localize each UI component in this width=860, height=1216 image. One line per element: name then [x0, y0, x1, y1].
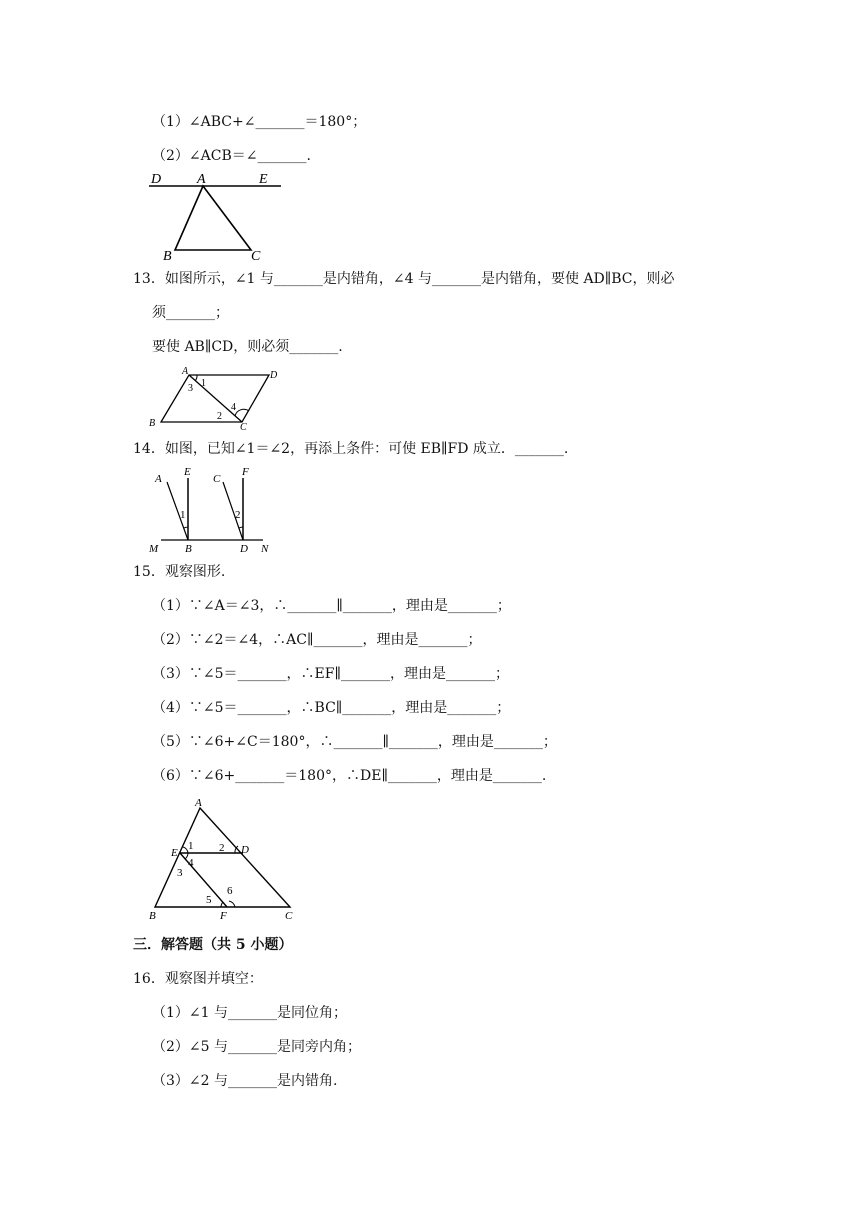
- label-c: C: [251, 249, 261, 263]
- label-angle-3: 3: [188, 383, 193, 394]
- q13-line-2: 须_______；: [152, 305, 229, 321]
- angle-arc-1: [195, 375, 197, 381]
- label-b: B: [149, 418, 156, 429]
- label-c: C: [285, 910, 293, 922]
- label-d: D: [151, 172, 162, 187]
- q14-figure: [145, 462, 275, 556]
- section-3-heading: 三．解答题（共 5 小题）: [133, 937, 293, 953]
- q12-line-2: （2）∠ACB＝∠_______.: [152, 148, 311, 164]
- label-b: B: [185, 543, 192, 555]
- label-b: B: [149, 910, 156, 922]
- label-angle-5: 5: [206, 894, 212, 906]
- q13-parallelogram-figure: [145, 364, 285, 430]
- label-d: D: [241, 844, 249, 856]
- label-angle-6: 6: [227, 885, 233, 897]
- label-angle-4: 4: [188, 857, 194, 869]
- q16-item-3: （3）∠2 与_______是内错角.: [152, 1073, 338, 1089]
- label-a: A: [197, 172, 206, 187]
- label-angle-3: 3: [177, 867, 183, 879]
- label-c: C: [240, 422, 247, 430]
- label-a: A: [182, 366, 189, 377]
- label-angle-2: 2: [235, 509, 241, 521]
- label-b: B: [163, 249, 172, 263]
- q15-item-3: （3）∵∠5＝_______，∴EF∥_______，理由是_______；: [152, 666, 509, 682]
- q16-item-1: （1）∠1 与_______是同位角；: [152, 1005, 347, 1021]
- label-f: F: [242, 466, 249, 478]
- label-e: E: [259, 172, 268, 187]
- label-d: D: [270, 370, 278, 381]
- triangle-abc: [175, 186, 251, 250]
- q15-title: 15．观察图形.: [133, 564, 226, 580]
- q13-line-3: 要使 AB∥CD，则必须_______.: [152, 339, 343, 355]
- label-n: N: [261, 543, 269, 555]
- label-a: A: [195, 797, 202, 809]
- q15-item-1: （1）∵∠A＝∠3，∴_______∥_______，理由是_______；: [152, 598, 511, 614]
- label-angle-1: 1: [201, 378, 206, 389]
- q15-item-6: （6）∵∠6+_______＝180°，∴DE∥_______，理由是_______.: [152, 768, 547, 784]
- label-angle-2: 2: [219, 842, 225, 854]
- q16-title: 16．观察图并填空：: [133, 971, 263, 987]
- label-angle-1: 1: [180, 509, 186, 521]
- q16-item-2: （2）∠5 与_______是同旁内角；: [152, 1039, 361, 1055]
- label-e: E: [171, 847, 178, 859]
- q12-triangle-figure: [145, 168, 290, 263]
- q12-line-1: （1）∠ABC+∠_______＝180°；: [152, 114, 367, 130]
- q15-item-5: （5）∵∠6+∠C＝180°，∴_______∥_______，理由是_______；: [152, 734, 557, 750]
- q14-line-1: 14．如图，已知∠1＝∠2，再添上条件：可使 EB∥FD 成立．_______.: [133, 441, 569, 457]
- label-f: F: [220, 910, 227, 922]
- label-e: E: [184, 466, 191, 478]
- diagonal-ac: [189, 375, 242, 422]
- label-a: A: [155, 473, 162, 485]
- label-m: M: [149, 543, 159, 555]
- q13-line-1: 13．如图所示，∠1 与_______是内错角，∠4 与_______是内错角，要使 AD∥BC，则必: [133, 271, 675, 287]
- angle-arc-6: [229, 901, 235, 907]
- label-c: C: [213, 473, 221, 485]
- label-angle-4: 4: [231, 402, 236, 413]
- q15-item-2: （2）∵∠2＝∠4，∴AC∥_______，理由是_______；: [152, 632, 482, 648]
- angle-arc-5: [221, 902, 223, 907]
- label-angle-1: 1: [188, 840, 194, 852]
- label-d: D: [240, 543, 248, 555]
- label-angle-2: 2: [217, 411, 222, 422]
- q15-item-4: （4）∵∠5＝_______，∴BC∥_______，理由是_______；: [152, 700, 511, 716]
- q15-triangle-figure: [145, 795, 300, 923]
